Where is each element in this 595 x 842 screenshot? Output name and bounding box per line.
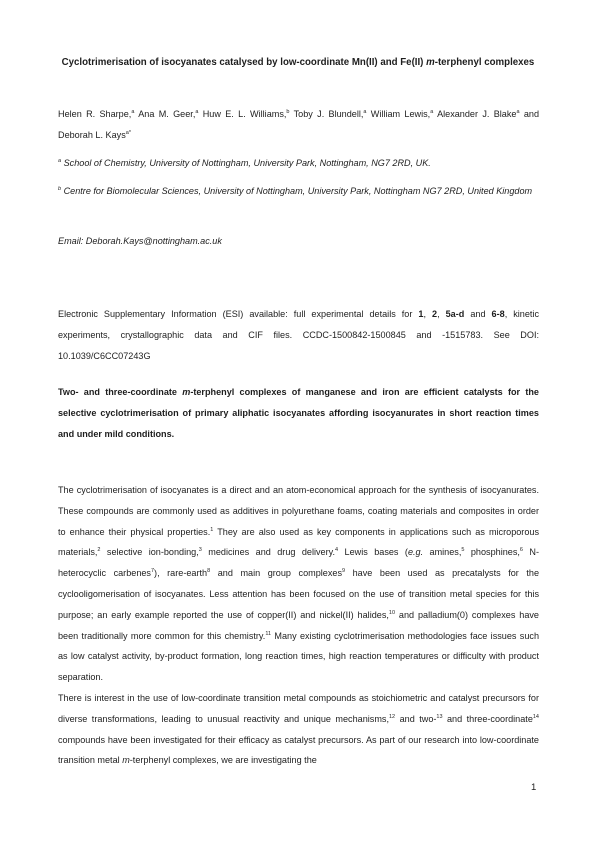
author: Toby J. Blundell,$^a$ [293,108,367,119]
author: Alexander J. Blake$^a$ and [437,108,539,119]
author-corresponding: Deborah L. Kays$^{a*}$ [58,129,131,140]
affiliation-b: $^b$ Centre for Biomolecular Sciences, University of Nottingham, University Park, Nottingham NG7 2RD, United Kingdom [58,185,533,196]
author: William Lewis,$^a$ [370,108,434,119]
body-paragraph-1: The cyclotrimerisation of isocyanates is a direct and an atom-economical approach for the synthesis of isocyanurates. These compounds are commonly used as additives in polyurethane foams, coating materials and composites in order to enhance their physical properties.$^1$ They are also used as key components in applications such as microporous materials,$^2$ selective ion-bonding,$^3$ medicines and drug delivery.$^4$ Lewis bases (e.g. amines,$^5$ phosphines,$^6$ N-heterocyclic carbenes$^7$), rare-earth$^8$ and main group complexes$^9$ have been used as precatalysts for the cyclooligomerisation of isocyanates. Less attention has been focused on the use of transition metal species for this purpose; an early example reported the use of copper(II) and nickel(II) halides,$^{10}$ and palladium(0) complexes have been traditionally more common for this chemistry.$^{11}$ Many existing cyclotrimerisation methodologies face issues such as low catalyst activity, by-product formation, long reaction times, high reaction temperatures or difficulty with product separation. [58,485,540,683]
abstract: Two- and three-coordinate m-terphenyl complexes of manganese and iron are efficient catalysts for the selective cyclotrimerisation of primary aliphatic isocyanates affording isocyanurates in short reaction times and under mild conditions. [58,387,539,439]
author-list [58,104,539,146]
body-paragraph-2: There is interest in the use of low-coordinate transition metal compounds as stoichiometric and catalyst precursors for diverse transformations, leading to unusual reactivity and unique mechanisms,$^{12}$ and two-$^{13}$ and three-coordinate$^{14}$ compounds have been investigated for their efficacy as catalyst precursors. As part of our research into low-coordinate transition metal m-terphenyl complexes, we are investigating the [58,693,539,766]
author: Huw E. L. Williams,$^b$ [202,108,290,119]
author: Helen R. Sharpe,$^a$ [58,108,135,119]
corresponding-email: Email: Deborah.Kays@nottingham.ac.uk [58,236,222,246]
esi-note: Electronic Supplementary Information (ESI) available: full experimental details for 1, 2, 5a-d and 6-8, kinetic experiments, crystallographic data and CIF files. CCDC-1500842-1500845 and -1515783. See DOI: 10.1039/C6CC07243G [58,309,539,361]
author: Ana M. Geer,$^a$ [138,108,199,119]
page-number: 1 [531,782,537,793]
affiliation-a: $^a$ School of Chemistry, University of Nottingham, University Park, Nottingham, NG7 2RD, UK. [58,157,431,168]
paper-title: Cyclotrimerisation of isocyanates catalysed by low-coordinate Mn(II) and Fe(II) m-terphenyl complexes [61,57,535,68]
